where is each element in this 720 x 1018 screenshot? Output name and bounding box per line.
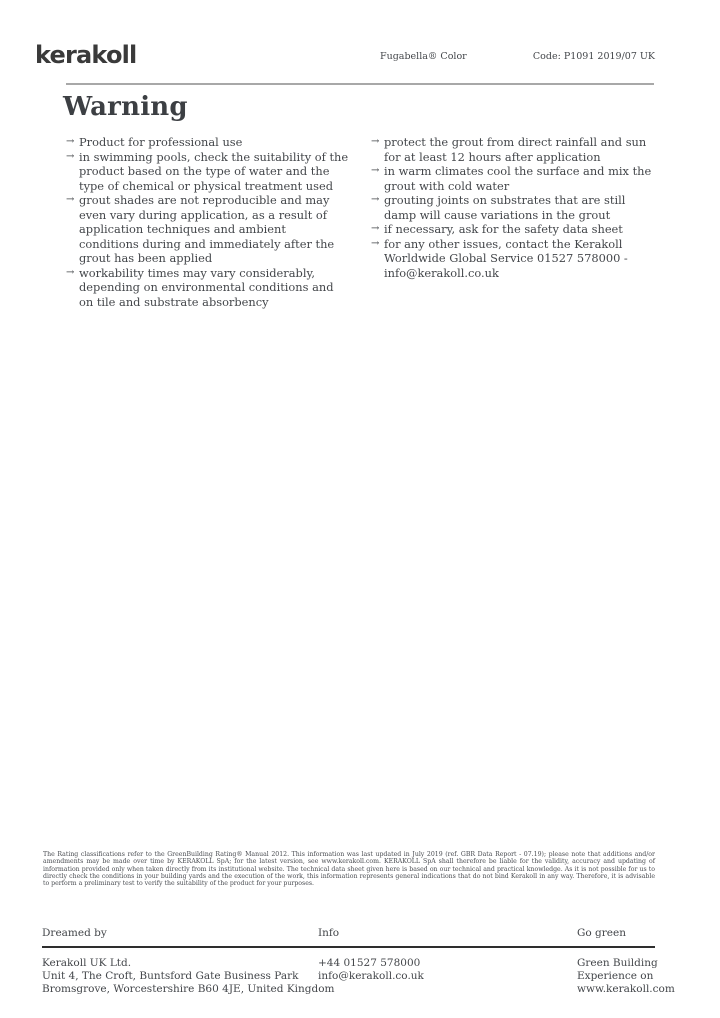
warning-item-text: protect the grout from direct rainfall and sun for at least 12 hours after application bbox=[384, 135, 647, 164]
go-green-line2: Experience on bbox=[577, 970, 654, 982]
warning-item-text: workability times may vary considerably, depending on environmental conditions and on tile and substrate absorbency bbox=[79, 265, 334, 309]
product-name: Fugabella® Color bbox=[380, 51, 467, 62]
company-name: Kerakoll UK Ltd. bbox=[42, 957, 132, 969]
footer-label-dreamed-by: Dreamed by bbox=[42, 927, 107, 939]
warning-item bbox=[371, 164, 654, 193]
arrow-icon: → bbox=[66, 150, 75, 162]
arrow-icon: → bbox=[66, 266, 75, 278]
company-address-line2: Bromsgrove, Worcestershire B60 4JE, United Kingdom bbox=[42, 983, 335, 995]
arrow-icon: → bbox=[371, 165, 380, 176]
warning-item-text: in swimming pools, check the suitability of the product based on the type of water and the type of chemical or physical treatment used bbox=[79, 149, 349, 193]
kerakoll-logo: kerakoll bbox=[35, 41, 137, 69]
warning-item bbox=[66, 193, 349, 266]
warning-item bbox=[66, 135, 349, 150]
footer-labels bbox=[42, 927, 655, 946]
warning-item bbox=[66, 266, 349, 310]
warning-column-left bbox=[66, 135, 349, 309]
footer-label-info: Info bbox=[318, 927, 340, 939]
go-green-line1: Green Building bbox=[577, 957, 658, 969]
legal-disclaimer: The Rating classifications refer to the GreenBuilding Rating® Manual 2012. This information was last updated in July 2019 (ref. GBR Data Report - 07.19); please note that additions and/or amendments may be made over time by KERAKOLL SpA; for the latest version, see www.kerakoll.com. KERAKOLL SpA shall therefore be liable for the validity, accuracy and updating of information provided only when taken directly from its institutional website. The technical data sheet given here is based on our technical and practical knowledge. As it is not possible for us to directly check the conditions in your building yards and the execution of the work, this information represents general indications that do not bind Kerakoll in any way. Therefore, it is advisable to perform a preliminary test to verify the suitability of the product for your purposes. bbox=[43, 851, 655, 888]
arrow-icon: → bbox=[66, 194, 75, 205]
warning-columns bbox=[66, 135, 654, 309]
warning-item bbox=[371, 222, 654, 237]
warning-item-text: Product for professional use bbox=[79, 135, 243, 149]
arrow-icon: → bbox=[371, 136, 380, 147]
warning-item bbox=[371, 193, 654, 222]
warning-item-text: if necessary, ask for the safety data sheet bbox=[384, 222, 623, 236]
document-code: Code: P1091 2019/07 UK bbox=[532, 51, 655, 62]
warning-item bbox=[371, 237, 654, 281]
page-footer bbox=[42, 927, 675, 995]
footer-label-go-green: Go green bbox=[577, 927, 626, 939]
company-address-line1: Unit 4, The Croft, Buntsford Gate Business Park bbox=[42, 970, 299, 982]
website-link[interactable]: www.kerakoll.com bbox=[577, 983, 675, 995]
warning-item-text: for any other issues, contact the Kerakoll Worldwide Global Service 01527 578000 - info@kerakoll.co.uk bbox=[384, 236, 628, 280]
warning-item bbox=[66, 150, 349, 194]
phone-number: +44 01527 578000 bbox=[318, 957, 421, 969]
warning-item bbox=[371, 135, 654, 164]
footer-go-green bbox=[577, 957, 675, 996]
arrow-icon: → bbox=[371, 223, 380, 234]
footer-contact bbox=[318, 957, 568, 983]
page-title: Warning bbox=[63, 92, 188, 122]
warning-item-text: in warm climates cool the surface and mix the grout with cold water bbox=[384, 164, 652, 193]
warning-column-right bbox=[371, 135, 654, 309]
warning-item-text: grout shades are not reproducible and may even vary during application, as a result of application techniques and ambient conditions during and immediately after the grout has been applied bbox=[79, 193, 335, 265]
email-link[interactable]: info@kerakoll.co.uk bbox=[318, 970, 424, 982]
arrow-icon: → bbox=[66, 136, 75, 147]
arrow-icon: → bbox=[371, 237, 380, 249]
footer-company-address bbox=[42, 957, 335, 996]
arrow-icon: → bbox=[371, 194, 380, 205]
footer-divider bbox=[42, 946, 655, 948]
header-divider bbox=[66, 83, 654, 85]
warning-item-text: grouting joints on substrates that are still damp will cause variations in the grout bbox=[384, 193, 626, 222]
